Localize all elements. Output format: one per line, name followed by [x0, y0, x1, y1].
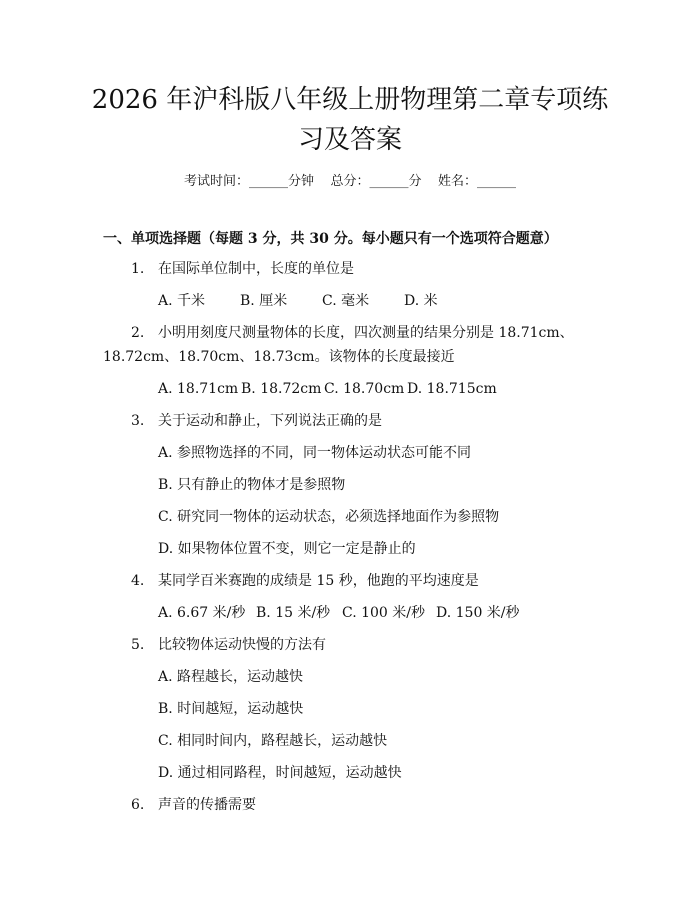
option-b: B. 厘米	[240, 293, 288, 309]
question-number: 5.	[131, 637, 145, 653]
option-a: A. 6.67 米/秒	[158, 605, 246, 621]
question-text: 比较物体运动快慢的方法有	[158, 637, 326, 653]
question-number: 6.	[131, 797, 145, 813]
question-number: 3.	[131, 413, 145, 429]
question-text-continued: 18.72cm、18.70cm、18.73cm。该物体的长度最接近	[103, 349, 455, 365]
option-d: D. 如果物体位置不变，则它一定是静止的	[158, 541, 416, 557]
option-c: C. 相同时间内，路程越长，运动越快	[158, 733, 388, 749]
question-number: 1.	[131, 261, 145, 277]
option-c: C. 毫米	[322, 293, 370, 309]
title-line-2: 习及答案	[297, 125, 402, 155]
option-b: B. 15 米/秒	[256, 605, 331, 621]
option-d: D. 通过相同路程，时间越短，运动越快	[158, 765, 402, 781]
option-a: A. 18.71cm	[158, 381, 239, 397]
option-d: D. 150 米/秒	[436, 605, 520, 621]
question-text: 声音的传播需要	[158, 797, 256, 813]
question-text: 在国际单位制中，长度的单位是	[158, 261, 354, 277]
option-a: A. 参照物选择的不同，同一物体运动状态可能不同	[158, 445, 472, 461]
option-a: A. 千米	[158, 293, 206, 309]
section-title-single-choice: 一、单项选择题（每题 3 分，共 30 分。每小题只有一个选项符合题意）	[103, 231, 558, 247]
question-number: 2.	[131, 325, 145, 341]
option-b: B. 18.72cm	[241, 381, 322, 397]
question-text: 小明用刻度尺测量物体的长度，四次测量的结果分别是 18.71cm、	[158, 325, 574, 341]
question-number: 4.	[131, 573, 145, 589]
option-d: D. 米	[404, 293, 438, 309]
option-c: C. 100 米/秒	[342, 605, 426, 621]
option-b: B. 时间越短，运动越快	[158, 701, 304, 717]
option-c: C. 18.70cm	[324, 381, 405, 397]
title-line-1: 2026 年沪科版八年级上册物理第二章专项练	[91, 85, 609, 115]
option-c: C. 研究同一物体的运动状态，必须选择地面作为参照物	[158, 509, 500, 525]
document-title	[70, 80, 630, 160]
option-a: A. 路程越长，运动越快	[158, 669, 304, 685]
option-b: B. 只有静止的物体才是参照物	[158, 477, 346, 493]
question-text: 关于运动和静止，下列说法正确的是	[158, 413, 382, 429]
option-d: D. 18.715cm	[407, 381, 497, 397]
question-text: 某同学百米赛跑的成绩是 15 秒，他跑的平均速度是	[158, 573, 479, 589]
exam-meta-line: 考试时间：______分钟 总分：______分 姓名：______	[183, 174, 517, 189]
